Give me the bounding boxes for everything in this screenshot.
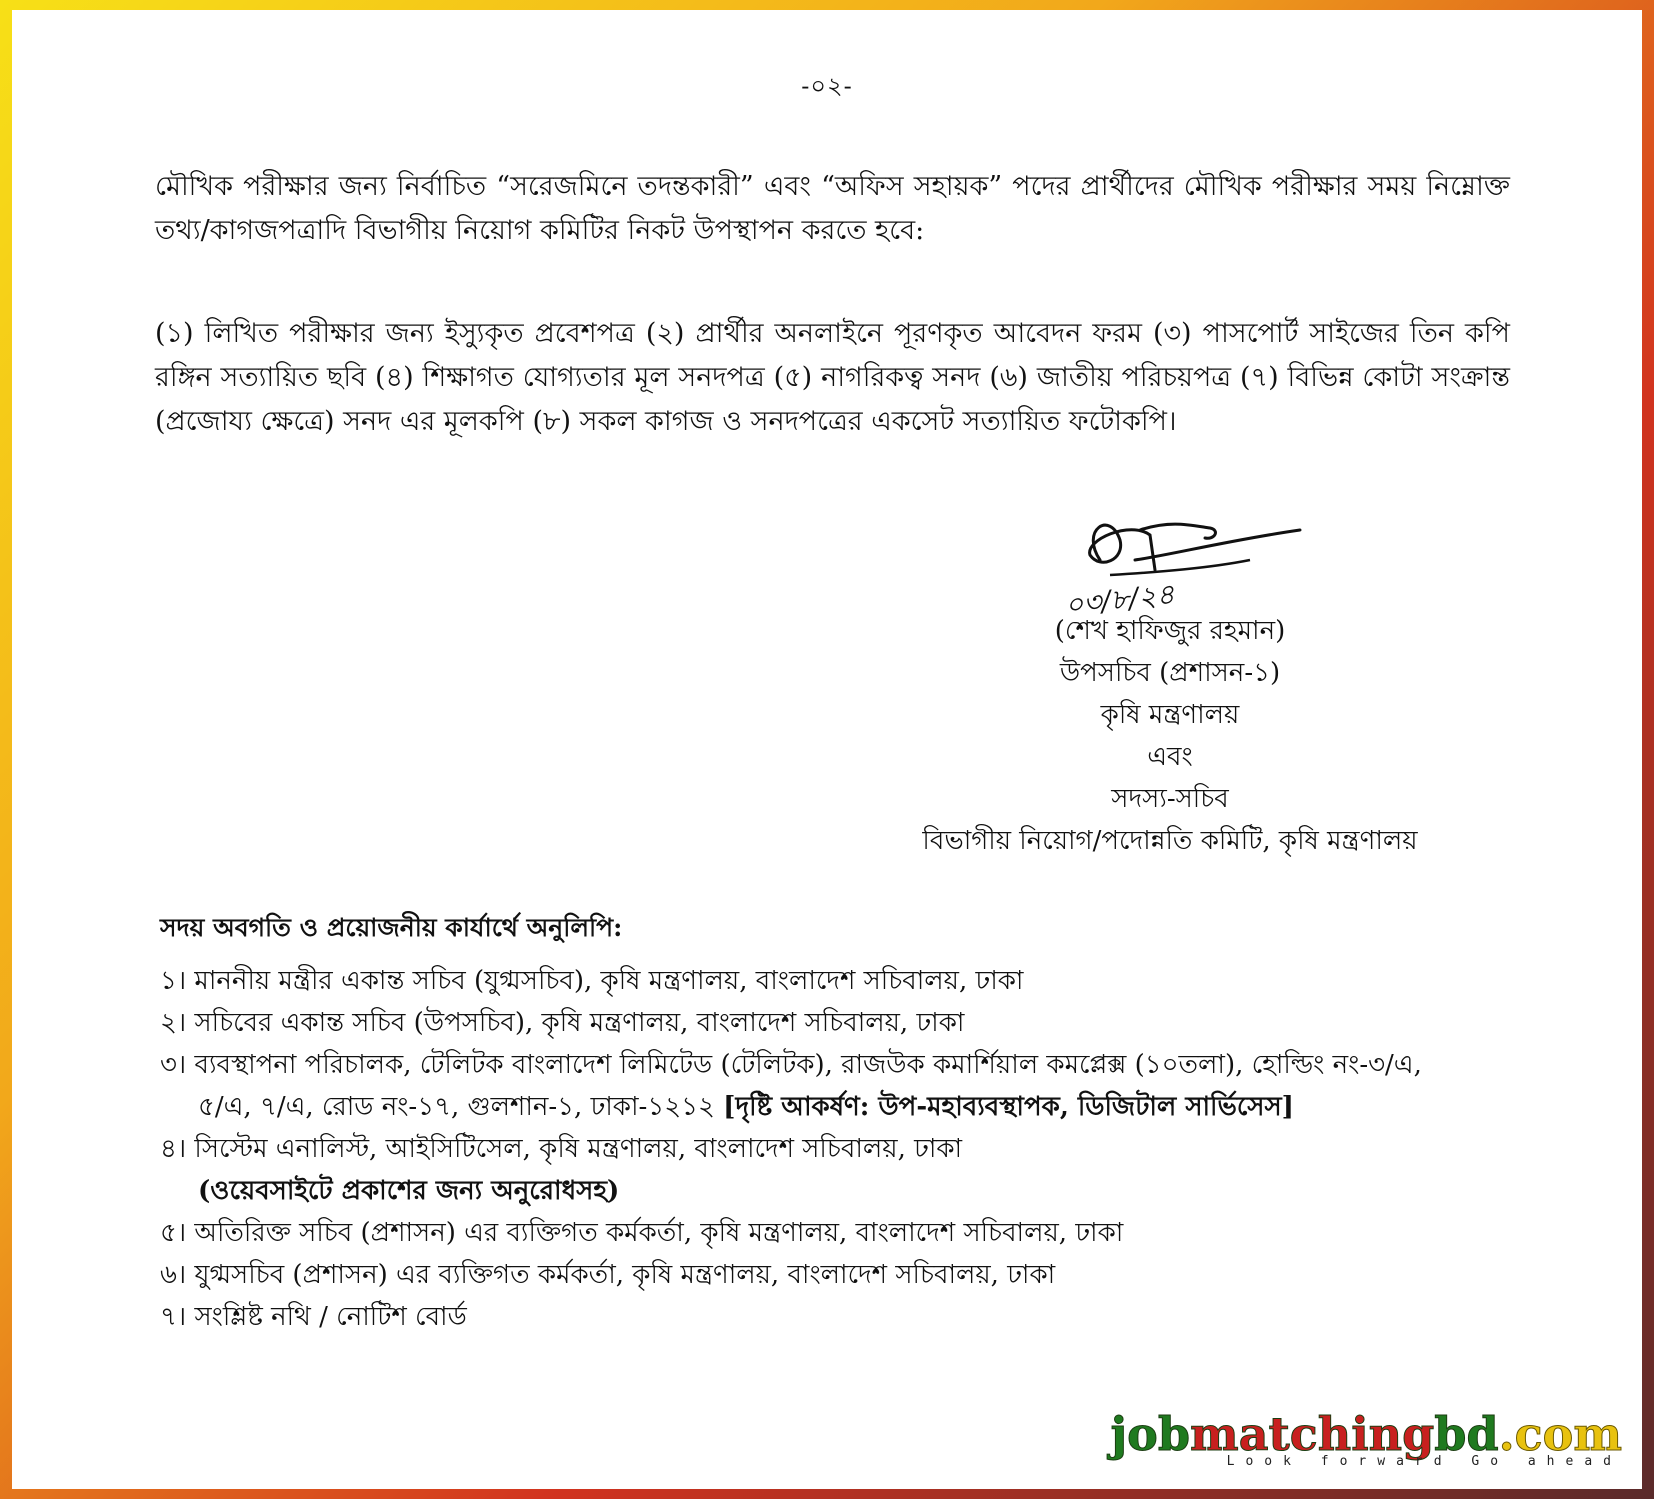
page-number: -০২- [801, 72, 853, 100]
list-item [160, 1002, 1540, 1044]
copy-heading: সদয় অবগতি ও প্রয়োজনীয় কার্যার্থে অনুলিপি: [160, 913, 623, 942]
copy-text: ১। মাননীয় মন্ত্রীর একান্ত সচিব (যুগ্মসচিব), কৃষি মন্ত্রণালয়, বাংলাদেশ সচিবালয়, ঢাকা [160, 966, 1024, 996]
signatory-committee: বিভাগীয় নিয়োগ/পদোন্নতি কমিটি, কৃষি মন্ত্রণালয় [922, 826, 1418, 856]
copy-cont-text: ৫/এ, ৭/এ, রোড নং-১৭, গুলশান-১, ঢাকা-১২১২ [198, 1092, 724, 1122]
copy-text: ৪। সিস্টেম এনালিস্ট, আইসিটিসেল, কৃষি মন্ত্রণালয়, বাংলাদেশ সচিবালয়, ঢাকা [160, 1134, 963, 1164]
signatory-role: সদস্য-সচিব [1111, 784, 1229, 814]
signatory-block [860, 610, 1480, 862]
list-item [160, 1254, 1540, 1296]
logo-matching: matching [1190, 1407, 1435, 1461]
copy-text: ৬। যুগ্মসচিব (প্রশাসন) এর ব্যক্তিগত কর্মকর্তা, কৃষি মন্ত্রণালয়, বাংলাদেশ সচিবালয়, ঢাকা [160, 1260, 1056, 1290]
logo-job: job [1110, 1407, 1191, 1461]
site-watermark [1110, 1407, 1622, 1469]
signature-date: ০৩/৮/২৪ [1063, 577, 1177, 622]
copy-list [160, 960, 1540, 1338]
list-item [160, 1128, 1540, 1212]
copy-text: ৫। অতিরিক্ত সচিব (প্রশাসন) এর ব্যক্তিগত কর্মকর্তা, কৃষি মন্ত্রণালয়, বাংলাদেশ সচিবালয়, ঢাকা [160, 1218, 1124, 1248]
list-item [160, 1212, 1540, 1254]
instruction-paragraph: মৌখিক পরীক্ষার জন্য নির্বাচিত “সরেজমিনে তদন্তকারী” এবং “অফিস সহায়ক” পদের প্রার্থীদের মৌখিক পরীক্ষার সময় নিম্নোক্ত তথ্য/কাগজপত্রাদি বিভাগীয় নিয়োগ কমিটির নিকট উপস্থাপন করতে হবে: [155, 171, 1510, 246]
logo-bd: bd [1434, 1407, 1499, 1461]
signatory-and: এবং [1147, 742, 1193, 772]
logo-com: .com [1498, 1407, 1622, 1461]
copy-text: ২। সচিবের একান্ত সচিব (উপসচিব), কৃষি মন্ত্রণালয়, বাংলাদেশ সচিবালয়, ঢাকা [160, 1008, 965, 1038]
required-documents-paragraph: (১) লিখিত পরীক্ষার জন্য ইস্যুকৃত প্রবেশপত্র (২) প্রার্থীর অনলাইনে পূরণকৃত আবেদন ফরম (৩) পাসপোর্ট সাইজের তিন কপি রঙ্গিন সত্যায়িত ছবি (৪) শিক্ষাগত যোগ্যতার মূল সনদপত্র (৫) নাগরিকত্ব সনদ (৬) জাতীয় পরিচয়পত্র (৭) বিভিন্ন কোটা সংক্রান্ত (প্রজোয্য ক্ষেত্রে) সনদ এর মূলকপি (৮) সকল কাগজ ও সনদপত্রের একসেট সত্যায়িত ফটোকপি। [155, 318, 1510, 437]
signatory-name: (শেখ হাফিজুর রহমান) [1054, 616, 1286, 646]
watermark-logo [1110, 1407, 1622, 1461]
signatory-designation: উপসচিব (প্রশাসন-১) [1059, 658, 1281, 688]
signatory-ministry: কৃষি মন্ত্রণালয় [1100, 700, 1240, 730]
copy-text: ৭। সংশ্লিষ্ট নথি / নোটিশ বোর্ড [160, 1302, 467, 1332]
signature [1040, 500, 1330, 620]
copy-request-note: (ওয়েবসাইটে প্রকাশের জন্য অনুরোধসহ) [198, 1176, 620, 1206]
list-item [160, 1296, 1540, 1338]
copy-continuation [160, 1086, 1540, 1128]
list-item [160, 960, 1540, 1002]
copy-attention: [দৃষ্টি আকর্ষণ: উপ-মহাব্যবস্থাপক, ডিজিটাল সার্ভিসেস] [723, 1092, 1294, 1122]
list-item [160, 1044, 1540, 1128]
copy-text: ৩। ব্যবস্থাপনা পরিচালক, টেলিটক বাংলাদেশ লিমিটেড (টেলিটক), রাজউক কমার্শিয়াল কমপ্লেক্স (১০তলা), হোল্ডিং নং-৩/এ, [160, 1050, 1422, 1080]
watermark-tagline: Look forward Go ahead [1226, 1454, 1622, 1469]
